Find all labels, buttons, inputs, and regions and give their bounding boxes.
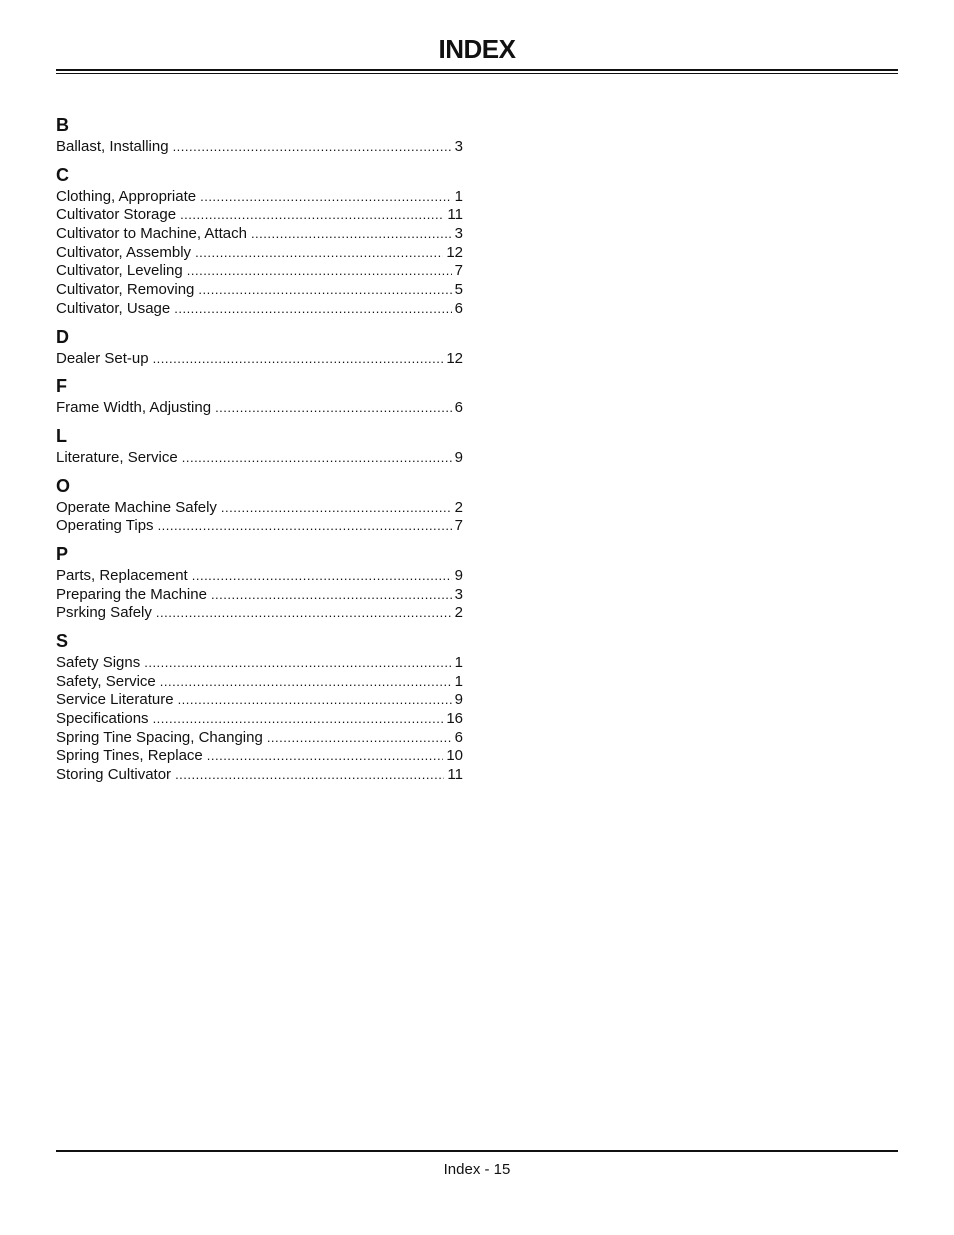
entry-page-number: 5 — [454, 281, 463, 299]
entry-page-number: 7 — [454, 517, 463, 535]
entry-page-number: 7 — [454, 262, 463, 280]
entry-term: Cultivator, Usage — [56, 299, 171, 317]
dot-leader — [173, 138, 452, 157]
dot-leader — [178, 691, 452, 710]
entry-term: Spring Tine Spacing, Changing — [56, 728, 263, 746]
title-rule-thin — [56, 73, 898, 74]
dot-leader — [198, 281, 451, 300]
entry-term: Spring Tines, Replace — [56, 747, 203, 765]
entry-page-number: 1 — [454, 672, 463, 690]
index-section-c — [56, 164, 463, 319]
entry-term: Operate Machine Safely — [56, 498, 217, 516]
index-entry — [56, 604, 463, 623]
entry-term: Cultivator to Machine, Attach — [56, 225, 247, 243]
section-letter: L — [56, 425, 67, 446]
index-entry — [56, 188, 463, 207]
entry-term: Safety, Service — [56, 672, 156, 690]
dot-leader — [215, 399, 452, 418]
entry-term: Cultivator, Leveling — [56, 262, 183, 280]
entry-term: Psrking Safely — [56, 604, 152, 622]
entry-term: Cultivator, Assembly — [56, 243, 192, 261]
index-entry — [56, 567, 463, 586]
dot-leader — [180, 206, 444, 225]
dot-leader — [200, 188, 452, 207]
section-letter: O — [56, 475, 71, 496]
section-letter: F — [56, 376, 67, 397]
entry-term: Ballast, Installing — [56, 138, 169, 155]
dot-leader — [156, 604, 452, 623]
index-entry — [56, 586, 463, 605]
index-entry — [56, 244, 463, 263]
index-entry — [56, 747, 463, 766]
index-entry — [56, 206, 463, 225]
entry-page-number: 12 — [446, 349, 463, 367]
entry-page-number: 1 — [454, 654, 463, 671]
dot-leader — [160, 673, 452, 692]
page-footer: Index - 15 — [443, 1161, 511, 1178]
page-title: INDEX — [438, 34, 516, 64]
entry-term: Literature, Service — [56, 448, 178, 466]
entry-page-number: 2 — [454, 498, 463, 516]
section-letter: C — [56, 164, 69, 185]
section-letter: P — [56, 543, 69, 564]
index-section-p — [56, 543, 463, 623]
section-letter: B — [56, 115, 69, 135]
dot-leader — [144, 654, 451, 673]
dot-leader — [221, 499, 452, 518]
entry-page-number: 10 — [446, 747, 463, 765]
entry-term: Parts, Replacement — [56, 566, 188, 584]
entry-term: Operating Tips — [56, 517, 154, 535]
index-section-l — [56, 425, 463, 468]
entry-term: Safety Signs — [56, 654, 141, 671]
index-entry — [56, 399, 463, 418]
dot-leader — [182, 449, 452, 468]
entry-page-number: 11 — [447, 206, 463, 224]
index-entry — [56, 225, 463, 244]
index-section-o — [56, 475, 463, 536]
dot-leader — [195, 244, 443, 263]
dot-leader — [174, 300, 451, 319]
index-section-f — [56, 375, 463, 418]
index-entry — [56, 300, 463, 319]
entry-page-number: 11 — [447, 766, 463, 784]
entry-page-number: 2 — [454, 604, 463, 622]
index-entry — [56, 766, 463, 785]
dot-leader — [187, 262, 452, 281]
index-entry — [56, 517, 463, 536]
section-letter: D — [56, 326, 69, 347]
entry-page-number: 6 — [454, 299, 463, 317]
index-entry — [56, 691, 463, 710]
entry-page-number: 16 — [446, 710, 463, 728]
entry-page-number: 3 — [454, 138, 463, 155]
entry-term: Specifications — [56, 710, 149, 728]
entry-page-number: 9 — [454, 448, 463, 466]
entry-term: Frame Width, Adjusting — [56, 399, 212, 417]
index-entry — [56, 262, 463, 281]
index-entry — [56, 449, 463, 468]
entry-term: Clothing, Appropriate — [56, 187, 197, 205]
section-letter: S — [56, 631, 69, 651]
index-section-b — [56, 114, 463, 157]
index-entry — [56, 281, 463, 300]
index-list — [56, 114, 463, 792]
entry-term: Cultivator, Removing — [56, 281, 195, 299]
dot-leader — [207, 747, 444, 766]
title-rule-thick — [56, 69, 898, 71]
entry-page-number: 9 — [454, 691, 463, 709]
index-entry — [56, 499, 463, 518]
index-section-d — [56, 326, 463, 369]
dot-leader — [153, 350, 444, 369]
dot-leader — [192, 567, 452, 586]
footer-rule — [56, 1150, 898, 1152]
index-section-s — [56, 630, 463, 785]
entry-term: Preparing the Machine — [56, 585, 207, 603]
entry-page-number: 6 — [454, 399, 463, 417]
entry-page-number: 12 — [446, 243, 463, 261]
entry-page-number: 9 — [454, 566, 463, 584]
index-entry — [56, 654, 463, 673]
dot-leader — [175, 766, 444, 785]
dot-leader — [153, 710, 444, 729]
entry-term: Cultivator Storage — [56, 206, 177, 224]
index-entry — [56, 350, 463, 369]
entry-term: Dealer Set-up — [56, 349, 149, 367]
dot-leader — [251, 225, 452, 244]
entry-term: Service Literature — [56, 691, 174, 709]
index-entry — [56, 729, 463, 748]
entry-page-number: 1 — [454, 187, 463, 205]
dot-leader — [158, 517, 452, 536]
index-entry — [56, 138, 463, 157]
dot-leader — [211, 586, 452, 605]
entry-page-number: 3 — [454, 225, 463, 243]
entry-page-number: 6 — [454, 728, 463, 746]
dot-leader — [267, 729, 452, 748]
entry-page-number: 3 — [454, 585, 463, 603]
entry-term: Storing Cultivator — [56, 766, 172, 784]
index-entry — [56, 710, 463, 729]
index-entry — [56, 673, 463, 692]
